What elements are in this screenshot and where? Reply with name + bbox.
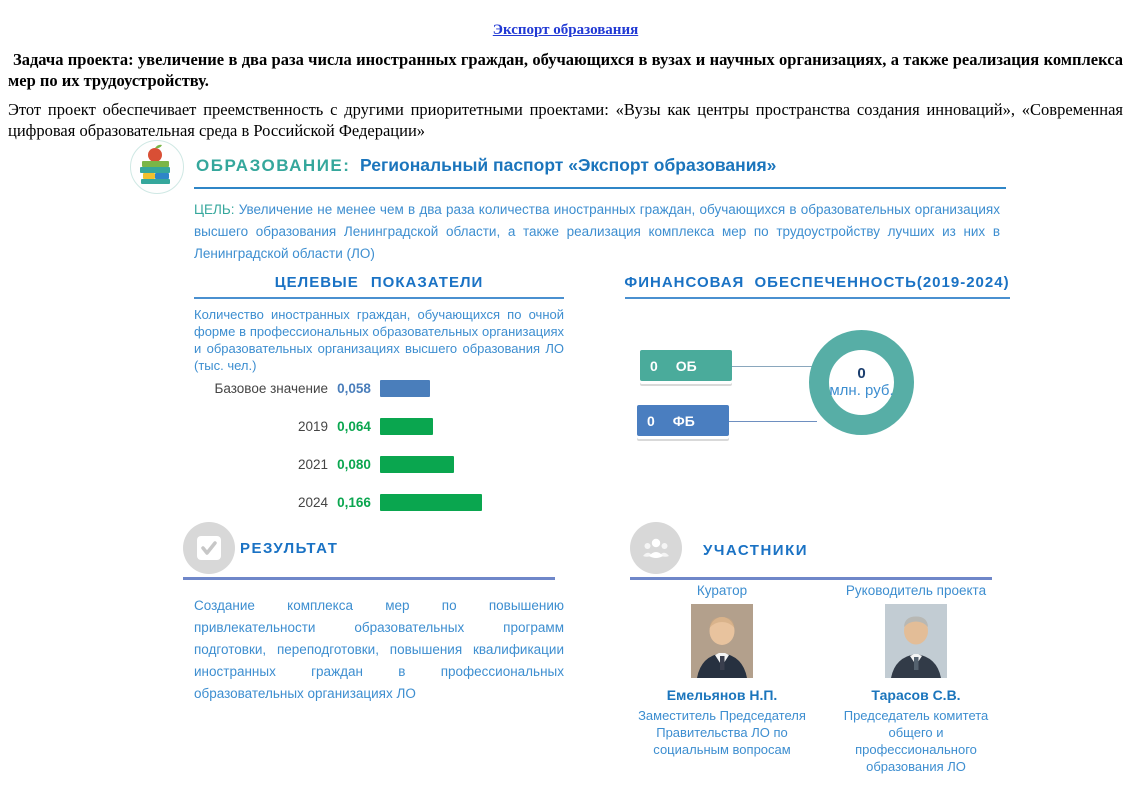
header-divider — [194, 187, 1006, 189]
chart-value-label: 0,080 — [337, 457, 371, 472]
federal-budget-value: 0 — [647, 412, 655, 429]
connector-line — [732, 366, 816, 367]
finance-total-value: 0 — [857, 365, 866, 382]
chart-category-label: 2021 — [297, 457, 328, 472]
chart-category-label: 2024 — [297, 495, 328, 510]
checkbox-icon — [183, 522, 235, 574]
passport-title: Региональный паспорт «Экспорт образования» — [360, 155, 777, 175]
finance-diagram — [625, 315, 1013, 525]
goal-label: ЦЕЛЬ: — [194, 202, 235, 217]
chart-bar — [380, 456, 454, 473]
participant-photo — [885, 604, 947, 678]
targets-bar-chart — [178, 380, 578, 511]
finance-divider — [625, 297, 1010, 299]
result-heading: РЕЗУЛЬТАТ — [240, 540, 339, 557]
continuity-paragraph: Этот проект обеспечивает преемственность с другими приоритетными проектами: «Вузы как центры пространства создания инноваций», «Современная цифровая образовательная среда в Российской Федерации» — [8, 100, 1123, 140]
chart-bar — [380, 418, 433, 435]
chart-category-label: Базовое значение — [214, 381, 328, 396]
participant-title: Председатель комитета общего и профессионального образования ЛО — [843, 708, 989, 774]
participants-divider — [630, 577, 992, 580]
title-link[interactable]: Экспорт образования — [492, 22, 639, 38]
document-header — [0, 0, 1131, 141]
connector-line — [729, 421, 817, 422]
participants-list — [625, 583, 1013, 775]
finance-heading: ФИНАНСОВАЯ ОБЕСПЕЧЕННОСТЬ(2019-2024) — [624, 274, 1010, 291]
participant-card — [630, 583, 815, 775]
finance-total-donut — [809, 330, 914, 435]
passport-infographic — [128, 140, 1013, 790]
chart-row — [178, 380, 578, 397]
chart-row — [178, 418, 578, 435]
targets-description: Количество иностранных граждан, обучающихся по очной форме в профессиональных образовательных организациях и образовательных организациях высшего образования ЛО (тыс. чел.) — [194, 307, 564, 373]
chart-value-label: 0,166 — [337, 495, 371, 510]
chart-bar — [380, 494, 482, 511]
targets-divider — [194, 297, 564, 299]
participant-photo — [691, 604, 753, 678]
finance-total-unit: млн. руб. — [829, 382, 894, 399]
goal-paragraph — [194, 199, 1000, 265]
chart-value-label: 0,058 — [337, 381, 371, 396]
brand-label: ОБРАЗОВАНИЕ: — [196, 156, 351, 175]
chart-row — [178, 456, 578, 473]
targets-heading: ЦЕЛЕВЫЕ ПОКАЗАТЕЛИ — [274, 274, 484, 291]
result-divider — [183, 577, 555, 580]
federal-budget-box — [637, 405, 729, 436]
federal-budget-label: ФБ — [672, 412, 695, 429]
chart-value-label: 0,064 — [337, 419, 371, 434]
people-group-icon — [630, 522, 682, 574]
participant-role: Руководитель проекта — [845, 583, 987, 598]
participant-name: Емельянов Н.П. — [666, 687, 778, 703]
participant-role: Куратор — [696, 583, 748, 598]
participant-card — [824, 583, 1009, 775]
education-logo-icon — [130, 140, 184, 194]
chart-row — [178, 494, 578, 511]
chart-category-label: 2019 — [297, 419, 328, 434]
participant-name: Тарасов С.В. — [871, 687, 961, 703]
result-text: Создание комплекса мер по повышению привлекательности образовательных программ подготовки, переподготовки, повышения квалификации иностранных граждан в профессиональных образовательных организациях ЛО — [194, 598, 564, 701]
chart-bar — [380, 380, 430, 397]
goal-text: Увеличение не менее чем в два раза количества иностранных граждан, обучающихся в образовательных организациях высшего образования Ленинградской области, а также реализация комплекса мер по трудоустройству лучших из них в Ленинградской области (ЛО) — [194, 202, 1000, 261]
regional-budget-value: 0 — [650, 357, 658, 374]
task-paragraph: Задача проекта: увеличение в два раза числа иностранных граждан, обучающихся в вузах и научных организациях, а также реализация комплекса мер по их трудоустройству. — [8, 50, 1123, 90]
regional-budget-box — [640, 350, 732, 381]
participants-heading: УЧАСТНИКИ — [703, 542, 809, 559]
regional-budget-label: ОБ — [675, 357, 697, 374]
participant-title: Заместитель Председателя Правительства ЛО по социальным вопросам — [638, 708, 806, 757]
